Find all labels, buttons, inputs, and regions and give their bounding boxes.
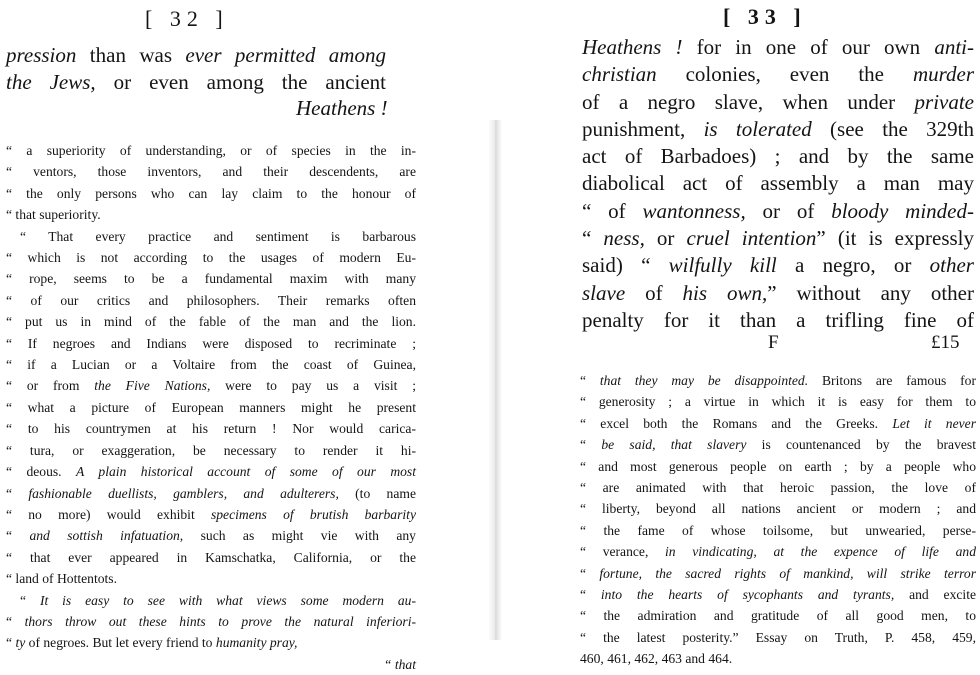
text-run: “ rope, seems to be a fundamental maxim with many	[6, 271, 416, 287]
text-run: is countenanced by the bravest	[746, 437, 976, 453]
main-text-block	[582, 34, 974, 334]
text-run: “	[6, 613, 25, 629]
text-run: “ generosity ; a virtue in which it is easy for them to	[580, 394, 976, 410]
italic-run: is tolerated	[703, 116, 812, 141]
footnote-line	[6, 183, 416, 204]
footnote-line	[6, 483, 416, 504]
left-page	[0, 0, 470, 672]
italic-run: Heathens !	[296, 96, 388, 120]
text-run: of a negro slave, when under	[582, 89, 915, 114]
italic-run: fashionable duellists, gamblers, and adulterers,	[28, 485, 339, 501]
footnote-line	[6, 161, 416, 182]
italic-run: wantonness,	[642, 198, 746, 223]
footnote-line	[6, 568, 416, 589]
text-run: or of	[745, 198, 832, 223]
text-run: “ the fame of whose toilsome, but unwearied, perse-	[580, 522, 976, 538]
text-run: for in one of our own	[682, 35, 935, 59]
text-run: “ are animated with that heroic passion, the love of	[580, 480, 976, 496]
italic-run: murder	[912, 62, 974, 87]
footnote-line	[6, 247, 416, 268]
text-run: Britons are famous for	[808, 373, 976, 388]
footnote-line	[580, 541, 976, 562]
italic-run: the Five Nations,	[94, 378, 211, 394]
footnote-line	[6, 204, 416, 225]
text-run: “ land of Hottentots.	[6, 571, 117, 587]
footnote-line	[6, 547, 416, 568]
text-run: than was	[76, 43, 186, 67]
italic-run: Let it never	[892, 415, 976, 431]
footnote-line	[6, 354, 416, 375]
italic-run: into the hearts of sycophants and tyrants,	[600, 587, 895, 603]
text-run: or even among the ancient	[95, 70, 387, 94]
italic-run: humanity pray,	[215, 635, 298, 651]
footnote-line	[580, 434, 976, 455]
footnote-line	[580, 477, 976, 498]
text-run: of	[625, 280, 683, 305]
italic-run: in vindicating, at the expence of life and	[665, 544, 976, 560]
text-run: “ If negroes and Indians were disposed to recriminate ;	[6, 335, 416, 351]
footnote-line	[6, 333, 416, 354]
footnote-block	[580, 370, 976, 670]
text-run: “ the only persons who can lay claim to the honour of	[6, 185, 416, 201]
text-run: act of Barbadoes) ; and by the same	[582, 144, 974, 169]
text-run: “ a superiority of understanding, or of species in the in-	[6, 143, 416, 158]
text-run: “ to his countrymen at his return ! Nor would carica-	[6, 421, 416, 437]
text-run: “ that ever appeared in Kamschatka, California, or the	[6, 549, 416, 565]
text-run: “ that superiority.	[6, 207, 101, 223]
footnote-line	[580, 648, 976, 669]
italic-run: that they may be disappointed.	[599, 373, 809, 388]
footnote-line	[6, 418, 416, 439]
text-line	[582, 225, 974, 252]
italic-run: wilfully kill	[668, 253, 777, 278]
italic-run: christian	[582, 62, 657, 87]
text-run: “ liberty, beyond all nations ancient or modern ; and	[580, 501, 976, 517]
footnote-block	[6, 140, 416, 675]
text-run: “ and most generous people on earth ; by a people who	[580, 458, 976, 474]
text-line	[6, 42, 386, 69]
text-run: “ or from	[6, 378, 95, 394]
italic-run: ness,	[603, 226, 645, 251]
text-line	[582, 116, 974, 143]
text-run: “ tura, or exaggeration, be necessary to render it hi-	[6, 442, 416, 458]
italic-run: specimens of brutish barbarity	[210, 506, 416, 522]
footnote-line	[6, 590, 416, 611]
footnote-line	[580, 391, 976, 412]
text-run: a negro, or	[776, 253, 930, 278]
text-run: colonies, even the	[656, 62, 913, 87]
italic-run: anti-	[934, 35, 975, 59]
text-run: “	[6, 528, 30, 544]
text-run: “	[582, 226, 604, 251]
text-line	[296, 95, 388, 122]
italic-run: and sottish infatuation,	[29, 528, 184, 544]
footnote-line	[6, 525, 416, 546]
italic-run: private	[914, 89, 974, 114]
text-run: said) “	[582, 253, 669, 278]
footnote-line	[580, 456, 976, 477]
text-line	[582, 198, 974, 225]
italic-run: be said, that slavery	[601, 437, 747, 453]
text-run: were to pay us a visit ;	[210, 378, 416, 394]
footnote-line	[6, 140, 416, 161]
text-line	[582, 252, 974, 279]
text-run: “ ventors, those inventors, and their descendents, are	[6, 164, 416, 180]
italic-run: pression	[6, 43, 77, 67]
italic-run: thors throw out these hints to prove the natural inferiori-	[24, 613, 416, 629]
text-run: “ put us in mind of the fable of the man and the lion.	[6, 314, 416, 330]
text-run: “ the admiration and gratitude of all good men, to	[580, 608, 976, 624]
text-line	[582, 143, 974, 170]
catchword: “ that	[383, 656, 416, 672]
footnote-line	[6, 611, 416, 632]
footnote-line	[6, 461, 416, 482]
italic-run: ever permitted among	[185, 43, 386, 67]
text-run: “	[6, 635, 16, 651]
text-run: (see the 329th	[811, 116, 975, 141]
italic-run: A plain historical account of some of our most	[75, 464, 417, 480]
footnote-line	[580, 605, 976, 626]
text-line	[582, 280, 974, 307]
text-run: “ verance,	[580, 544, 665, 560]
book-gutter	[488, 120, 502, 640]
footnote-line	[580, 627, 976, 648]
text-run: “ of our critics and philosophers. Their remarks often	[6, 292, 416, 308]
text-run: (to name	[338, 485, 416, 501]
text-run: diabolical act of assembly a man may	[582, 171, 974, 196]
italic-run: the Jews,	[6, 70, 96, 94]
text-run: “	[580, 565, 600, 581]
footnote-line	[6, 397, 416, 418]
text-run: “ the latest posterity.” Essay on Truth, P. 458, 459,	[580, 629, 976, 645]
italic-run: ty	[15, 635, 26, 651]
text-run: such as might vie with any	[183, 528, 416, 544]
footnote-line	[6, 375, 416, 396]
footnote-line	[580, 498, 976, 519]
italic-run: cruel intention	[686, 226, 817, 251]
text-line	[582, 170, 974, 197]
footnote-line	[580, 413, 976, 434]
text-run: “	[6, 485, 29, 501]
text-run: “ That every practice and sentiment is barbarous	[20, 228, 416, 244]
catchword: £15	[931, 332, 960, 353]
footnote-line	[580, 563, 976, 584]
page-number: [ 32 ]	[145, 6, 229, 31]
text-line	[6, 69, 386, 96]
text-line	[582, 89, 974, 116]
text-run: or	[644, 226, 687, 251]
text-run: “	[580, 373, 600, 388]
text-run: 460, 461, 462, 463 and 464.	[580, 651, 733, 667]
text-run: and excite	[894, 587, 976, 603]
text-run: “	[20, 592, 40, 608]
text-run: “ excel both the Romans and the Greeks.	[580, 415, 893, 431]
signature-mark: F	[768, 332, 779, 353]
text-run: punishment,	[582, 116, 704, 141]
footnote-line	[580, 520, 976, 541]
footnote-line	[6, 440, 416, 461]
italic-run: slave	[582, 280, 626, 305]
text-run: “ what a picture of European manners might he present	[6, 399, 416, 415]
footnote-line	[6, 311, 416, 332]
text-line	[582, 34, 974, 61]
text-run: “	[580, 587, 601, 603]
page-number: [ 33 ]	[723, 4, 807, 29]
text-line	[582, 61, 974, 88]
footnote-line	[6, 290, 416, 311]
text-run: “ deous.	[6, 464, 76, 480]
text-run: “ of	[582, 198, 643, 223]
italic-run: Heathens !	[582, 35, 683, 59]
italic-run: fortune, the sacred rights of mankind, will strike terror	[599, 565, 976, 581]
text-line	[582, 307, 974, 334]
italic-run: his own,	[682, 280, 768, 305]
text-run: “	[580, 437, 602, 453]
italic-run: other	[929, 253, 974, 278]
italic-run: It is easy to see with what views some modern au-	[39, 592, 416, 608]
right-page	[510, 0, 980, 667]
footnote-line	[6, 226, 416, 247]
footnote-line	[580, 370, 976, 391]
text-run: “ no more) would exhibit	[6, 506, 211, 522]
text-run: “ if a Lucian or a Voltaire from the coast of Guinea,	[6, 357, 416, 373]
footnote-line	[6, 268, 416, 289]
footnote-line	[6, 504, 416, 525]
italic-run: bloody minded-	[831, 198, 974, 223]
text-run: of negroes. But let every friend to	[25, 635, 216, 651]
text-run: ” without any other	[767, 280, 974, 305]
footnote-line	[6, 632, 416, 653]
text-run: “ which is not according to the usages of modern Eu-	[6, 250, 416, 266]
footnote-line	[580, 584, 976, 605]
text-run: penalty for it than a trifling fine of	[582, 307, 974, 332]
text-run: ” (it is expressly	[816, 226, 974, 251]
